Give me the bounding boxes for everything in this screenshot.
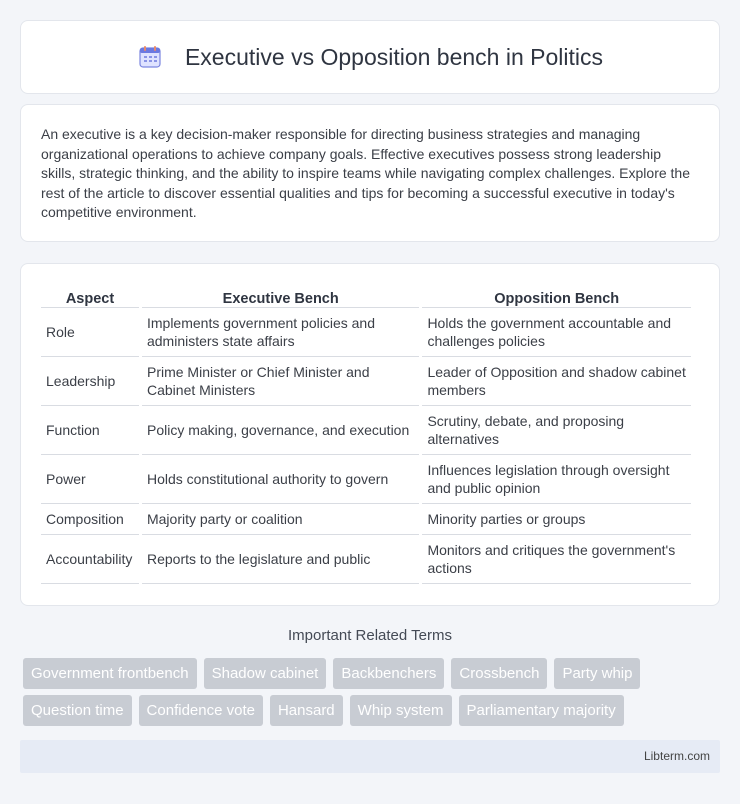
cell-opposition: Influences legislation through oversight and public opinion	[422, 455, 691, 504]
table-row	[41, 357, 691, 406]
tag-crossbench[interactable]: Crossbench	[451, 658, 547, 689]
cell-aspect: Function	[41, 406, 139, 455]
header-aspect: Aspect	[41, 284, 139, 308]
cell-executive: Implements government policies and administers state affairs	[142, 308, 419, 357]
footer-site-link[interactable]: Libterm.com	[643, 749, 710, 763]
cell-opposition: Monitors and critiques the government's actions	[422, 535, 691, 584]
related-terms-tags	[23, 658, 723, 732]
tag-shadow-cabinet[interactable]: Shadow cabinet	[204, 658, 327, 689]
table-row	[41, 504, 691, 535]
tag-row	[23, 658, 723, 689]
tag-question-time[interactable]: Question time	[23, 695, 132, 726]
cell-executive: Majority party or coalition	[142, 504, 419, 535]
page-title: Executive vs Opposition bench in Politics	[184, 43, 604, 70]
table-row	[41, 455, 691, 504]
related-terms-heading: Important Related Terms	[288, 627, 452, 644]
header-executive-bench: Executive Bench	[142, 284, 419, 308]
cell-opposition: Leader of Opposition and shadow cabinet members	[422, 357, 691, 406]
tag-party-whip[interactable]: Party whip	[554, 658, 640, 689]
cell-opposition: Holds the government accountable and challenges policies	[422, 308, 691, 357]
cell-aspect: Composition	[41, 504, 139, 535]
comparison-table	[38, 284, 694, 584]
table-row	[41, 406, 691, 455]
table-row	[41, 535, 691, 584]
table-header-row	[41, 284, 691, 308]
title-card	[20, 20, 720, 94]
tag-backbenchers[interactable]: Backbenchers	[333, 658, 444, 689]
tag-confidence-vote[interactable]: Confidence vote	[139, 695, 263, 726]
footer	[20, 740, 720, 773]
cell-executive: Prime Minister or Chief Minister and Cabinet Ministers	[142, 357, 419, 406]
cell-aspect: Leadership	[41, 357, 139, 406]
cell-executive: Holds constitutional authority to govern	[142, 455, 419, 504]
tag-parliamentary-majority[interactable]: Parliamentary majority	[459, 695, 624, 726]
calendar-icon	[137, 44, 163, 70]
intro-card	[20, 104, 720, 242]
cell-aspect: Role	[41, 308, 139, 357]
intro-paragraph: An executive is a key decision-maker responsible for directing business strategies and managing organizational operations to achieve company goals. Effective executives possess strong leadership skills, strategic thinking, and the ability to inspire teams while navigating complex challenges. Explore the rest of the article to discover essential qualities and tips for becoming a successful executive in today's competitive environment.	[41, 126, 691, 220]
cell-aspect: Power	[41, 455, 139, 504]
comparison-table-card	[20, 263, 720, 606]
tag-government-frontbench[interactable]: Government frontbench	[23, 658, 197, 689]
tag-hansard[interactable]: Hansard	[270, 695, 343, 726]
cell-executive: Reports to the legislature and public	[142, 535, 419, 584]
cell-aspect: Accountability	[41, 535, 139, 584]
header-opposition-bench: Opposition Bench	[422, 284, 691, 308]
cell-opposition: Minority parties or groups	[422, 504, 691, 535]
cell-opposition: Scrutiny, debate, and proposing alternatives	[422, 406, 691, 455]
tag-row	[23, 695, 723, 726]
cell-executive: Policy making, governance, and execution	[142, 406, 419, 455]
table-row	[41, 308, 691, 357]
tag-whip-system[interactable]: Whip system	[350, 695, 452, 726]
